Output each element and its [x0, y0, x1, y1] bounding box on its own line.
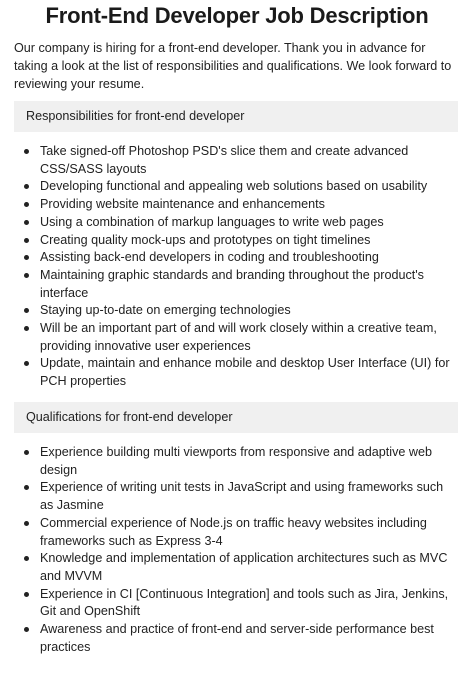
- list-item: [24, 479, 458, 514]
- list-item-text: Providing website maintenance and enhancements: [40, 197, 325, 212]
- bullet-icon: [24, 202, 29, 207]
- bullet-icon: [24, 361, 29, 366]
- page-title: Front-End Developer Job Description: [45, 3, 429, 28]
- list-item: [24, 320, 458, 355]
- bullet-icon: [24, 220, 29, 225]
- bullet-icon: [24, 592, 29, 597]
- list-item: [24, 214, 458, 232]
- list-item: [24, 267, 458, 302]
- list-item-text: Experience building multi viewports from responsive and adaptive web design: [40, 445, 433, 477]
- bullet-icon: [24, 556, 29, 561]
- bullet-icon: [24, 255, 29, 260]
- list-item-text: Awareness and practice of front-end and server-side performance best practices: [40, 622, 434, 654]
- list-item: [24, 355, 458, 390]
- responsibilities-list: [24, 143, 458, 391]
- list-item-text: Assisting back-end developers in coding and troubleshooting: [40, 250, 379, 265]
- list-item: [24, 196, 458, 214]
- list-item: [24, 178, 458, 196]
- bullet-icon: [24, 308, 29, 313]
- qualifications-list: [24, 444, 458, 656]
- list-item: [24, 550, 458, 585]
- list-item-text: Developing functional and appealing web solutions based on usability: [40, 179, 428, 194]
- qualifications-heading: Qualifications for front-end developer: [14, 402, 458, 433]
- list-item-text: Update, maintain and enhance mobile and desktop User Interface (UI) for PCH properties: [40, 356, 450, 389]
- list-item-text: Experience in CI [Continuous Integration] and tools such as Jira, Jenkins, Git and OpenShift: [40, 586, 449, 619]
- list-item-text: Creating quality mock-ups and prototypes on tight timelines: [40, 232, 371, 247]
- bullet-icon: [24, 627, 29, 632]
- list-item-text: Using a combination of markup languages to write web pages: [40, 214, 384, 229]
- list-item-text: Maintaining graphic standards and branding throughout the product's interface: [40, 267, 424, 300]
- list-item: [24, 249, 458, 267]
- bullet-icon: [24, 238, 29, 243]
- list-item-text: Knowledge and implementation of application architectures such as MVC and MVVM: [40, 551, 448, 583]
- list-item-text: Take signed-off Photoshop PSD's slice them and create advanced CSS/SASS layouts: [40, 144, 409, 176]
- list-item: [24, 621, 458, 656]
- bullet-icon: [24, 273, 29, 278]
- bullet-icon: [24, 149, 29, 154]
- bullet-icon: [24, 521, 29, 526]
- list-item-text: Experience of writing unit tests in JavaScript and using frameworks such as Jasmine: [40, 480, 444, 513]
- list-item-text: Commercial experience of Node.js on traffic heavy websites including frameworks such as Express 3-4: [40, 515, 427, 548]
- list-item-text: Will be an important part of and will work closely within a creative team, providing innovative user experiences: [40, 321, 437, 353]
- bullet-icon: [24, 326, 29, 331]
- list-item: [24, 143, 458, 178]
- list-item-text: Staying up-to-date on emerging technologies: [40, 303, 291, 318]
- list-item: [24, 586, 458, 621]
- bullet-icon: [24, 184, 29, 189]
- list-item: [24, 444, 458, 479]
- bullet-icon: [24, 485, 29, 490]
- list-item: [24, 302, 458, 320]
- responsibilities-heading: Responsibilities for front-end developer: [14, 101, 458, 132]
- list-item: [24, 515, 458, 550]
- list-item: [24, 232, 458, 250]
- bullet-icon: [24, 450, 29, 455]
- intro-paragraph: Our company is hiring for a front-end developer. Thank you in advance for taking a look at the list of responsibilities and qualifications. We look forward to reviewing your resume.: [14, 41, 452, 91]
